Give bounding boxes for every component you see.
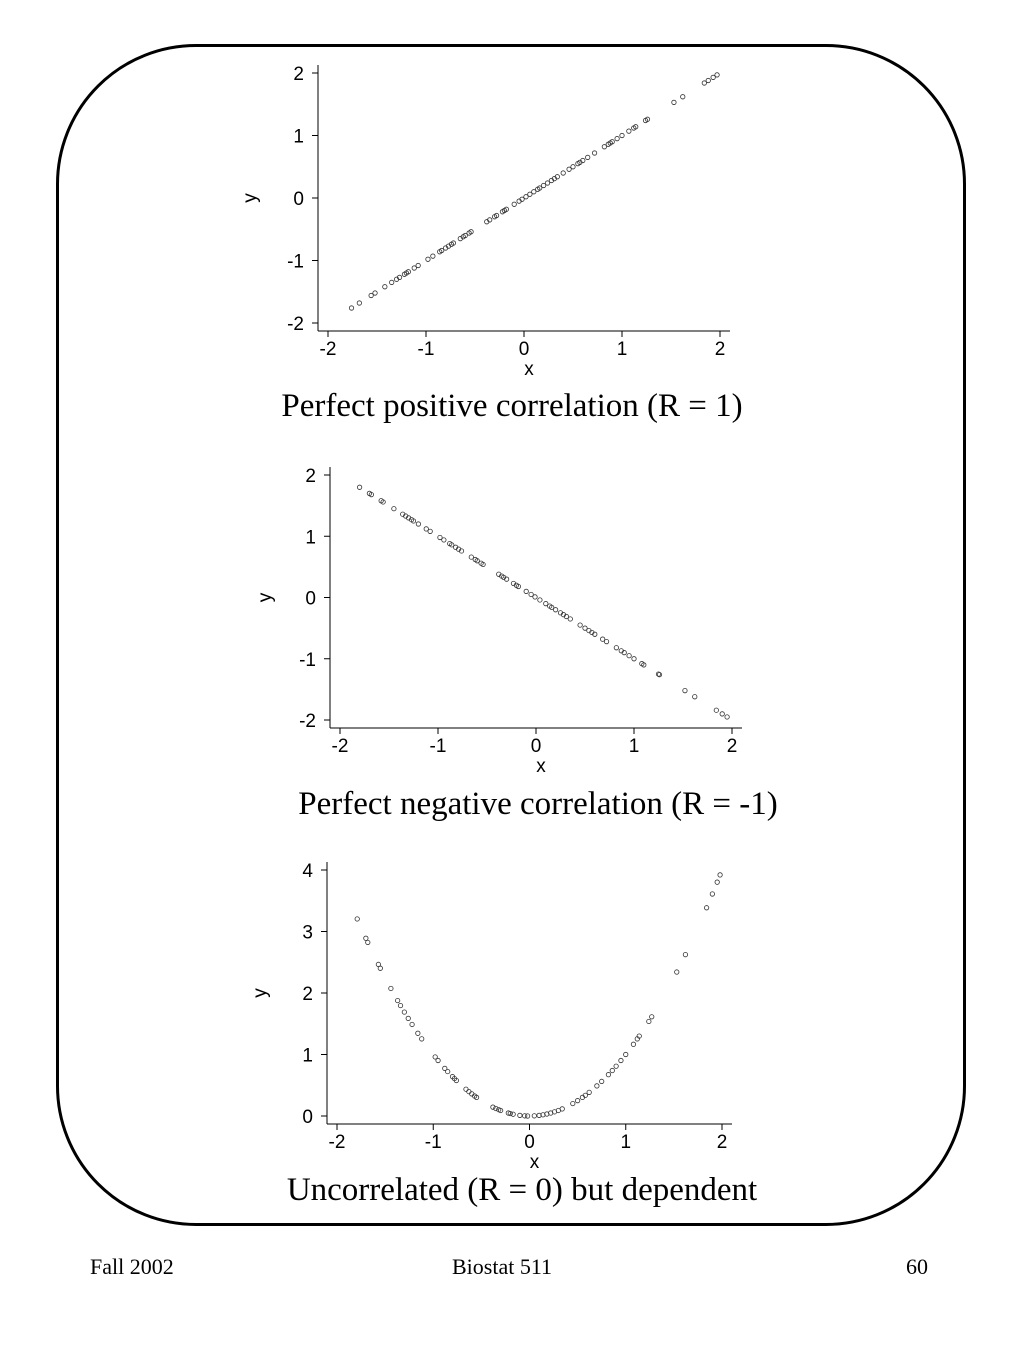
x-tick-label: -2	[319, 339, 337, 360]
data-point	[392, 506, 396, 510]
data-point	[595, 1084, 599, 1088]
scatter-plot-positive	[230, 55, 750, 390]
data-point	[395, 998, 399, 1002]
data-point	[710, 892, 714, 896]
data-point	[512, 202, 516, 206]
data-point	[715, 880, 719, 884]
data-point	[704, 906, 708, 910]
data-point	[647, 1019, 651, 1023]
x-axis-label: x	[536, 756, 546, 777]
data-point	[402, 1010, 406, 1014]
data-point	[631, 1042, 635, 1046]
x-axis-label: x	[529, 1152, 540, 1173]
x-tick-label: 1	[628, 736, 640, 757]
x-tick-label: 0	[524, 1132, 535, 1153]
data-point	[619, 1058, 623, 1062]
data-point	[604, 639, 608, 643]
data-point	[592, 151, 596, 155]
data-point	[366, 940, 370, 944]
data-point	[431, 254, 435, 258]
x-tick-label: -1	[424, 1132, 442, 1153]
y-axis-label: y	[255, 592, 276, 603]
caption-positive: Perfect positive correlation (R = 1)	[281, 388, 743, 424]
data-point	[389, 986, 393, 990]
x-tick-label: 0	[518, 339, 530, 360]
x-tick-label: 2	[726, 736, 738, 757]
footer-center: Biostat 511	[452, 1254, 553, 1279]
data-point	[606, 1072, 610, 1076]
x-tick-label: -2	[328, 1132, 346, 1153]
data-point	[715, 73, 719, 77]
data-point	[406, 1016, 410, 1020]
data-point	[614, 1064, 618, 1068]
caption-negative: Perfect negative correlation (R = -1)	[298, 786, 778, 822]
data-point	[720, 712, 724, 716]
x-tick-label: 1	[616, 339, 628, 360]
data-point	[714, 708, 718, 712]
data-point	[355, 917, 359, 921]
data-point	[718, 873, 722, 877]
data-point	[672, 100, 676, 104]
data-point	[624, 1052, 628, 1056]
data-point	[615, 136, 619, 140]
data-point	[725, 715, 729, 719]
data-point	[599, 1079, 603, 1083]
data-point	[410, 1022, 414, 1026]
data-point	[587, 1090, 591, 1094]
data-point	[586, 155, 590, 159]
data-point	[357, 301, 361, 305]
data-point	[420, 1037, 424, 1041]
y-tick-label: 2	[302, 984, 313, 1005]
data-point	[467, 1089, 471, 1093]
x-tick-label: -1	[429, 736, 447, 757]
data-point	[525, 1114, 529, 1118]
data-point	[383, 285, 387, 289]
data-point	[511, 1112, 515, 1116]
data-point	[442, 538, 446, 542]
y-tick-label: 4	[302, 861, 313, 882]
data-point	[426, 257, 430, 261]
footer-left: Fall 2002	[90, 1254, 174, 1279]
y-tick-label: 1	[302, 1045, 313, 1067]
x-tick-label: 2	[714, 339, 726, 360]
data-point	[675, 970, 679, 974]
y-tick-label: 3	[302, 922, 313, 944]
data-point	[632, 657, 636, 661]
data-point	[464, 1087, 468, 1091]
data-point	[390, 280, 394, 284]
data-point	[532, 1114, 536, 1118]
y-tick-label: -1	[287, 251, 304, 273]
data-point	[428, 529, 432, 533]
data-point	[416, 1031, 420, 1035]
y-tick-label: 2	[305, 466, 316, 487]
data-point	[416, 522, 420, 526]
data-point	[650, 1015, 654, 1019]
y-tick-label: 0	[305, 588, 316, 610]
data-point	[610, 1068, 614, 1072]
y-tick-label: 1	[305, 527, 316, 549]
data-point	[524, 589, 528, 593]
data-point	[436, 1058, 440, 1062]
data-point	[571, 165, 575, 169]
x-tick-label: -1	[417, 339, 435, 360]
y-tick-label: -1	[299, 649, 316, 671]
data-point	[575, 1098, 579, 1102]
data-point	[445, 1069, 449, 1073]
footer-right: 60	[906, 1254, 928, 1279]
caption-quadratic: Uncorrelated (R = 0) but dependent	[286, 1172, 758, 1208]
data-point	[578, 623, 582, 627]
data-point	[364, 936, 368, 940]
y-axis-label: y	[250, 988, 271, 998]
data-point	[627, 653, 631, 657]
data-point	[627, 129, 631, 133]
data-point	[683, 688, 687, 692]
data-point	[357, 485, 361, 489]
y-tick-label: 0	[302, 1107, 313, 1128]
data-point	[571, 1101, 575, 1105]
data-point	[378, 966, 382, 970]
data-point	[560, 1107, 564, 1111]
y-tick-label: 0	[293, 189, 304, 210]
data-point	[553, 608, 557, 612]
scatter-plot-quadratic	[240, 850, 760, 1180]
data-point	[533, 595, 537, 599]
x-axis-label: x	[524, 359, 534, 380]
data-point	[614, 646, 618, 650]
x-tick-label: -2	[331, 736, 349, 757]
data-point	[561, 171, 565, 175]
data-point	[416, 263, 420, 267]
data-point	[518, 1113, 522, 1117]
y-axis-label: y	[240, 193, 261, 203]
data-point	[683, 952, 687, 956]
data-point	[681, 95, 685, 99]
scatter-plot-negative	[245, 455, 765, 785]
y-tick-label: 1	[293, 126, 304, 148]
data-point	[693, 695, 697, 699]
data-point	[706, 78, 710, 82]
data-point	[538, 598, 542, 602]
y-tick-label: -2	[299, 711, 316, 732]
x-tick-label: 1	[620, 1132, 632, 1153]
data-point	[373, 291, 377, 295]
data-point	[398, 1003, 402, 1007]
x-tick-label: 2	[716, 1132, 728, 1153]
y-tick-label: 2	[293, 64, 304, 85]
data-point	[568, 617, 572, 621]
y-tick-label: -2	[287, 314, 304, 335]
x-tick-label: 0	[530, 736, 542, 757]
data-point	[349, 306, 353, 310]
data-point	[620, 133, 624, 137]
